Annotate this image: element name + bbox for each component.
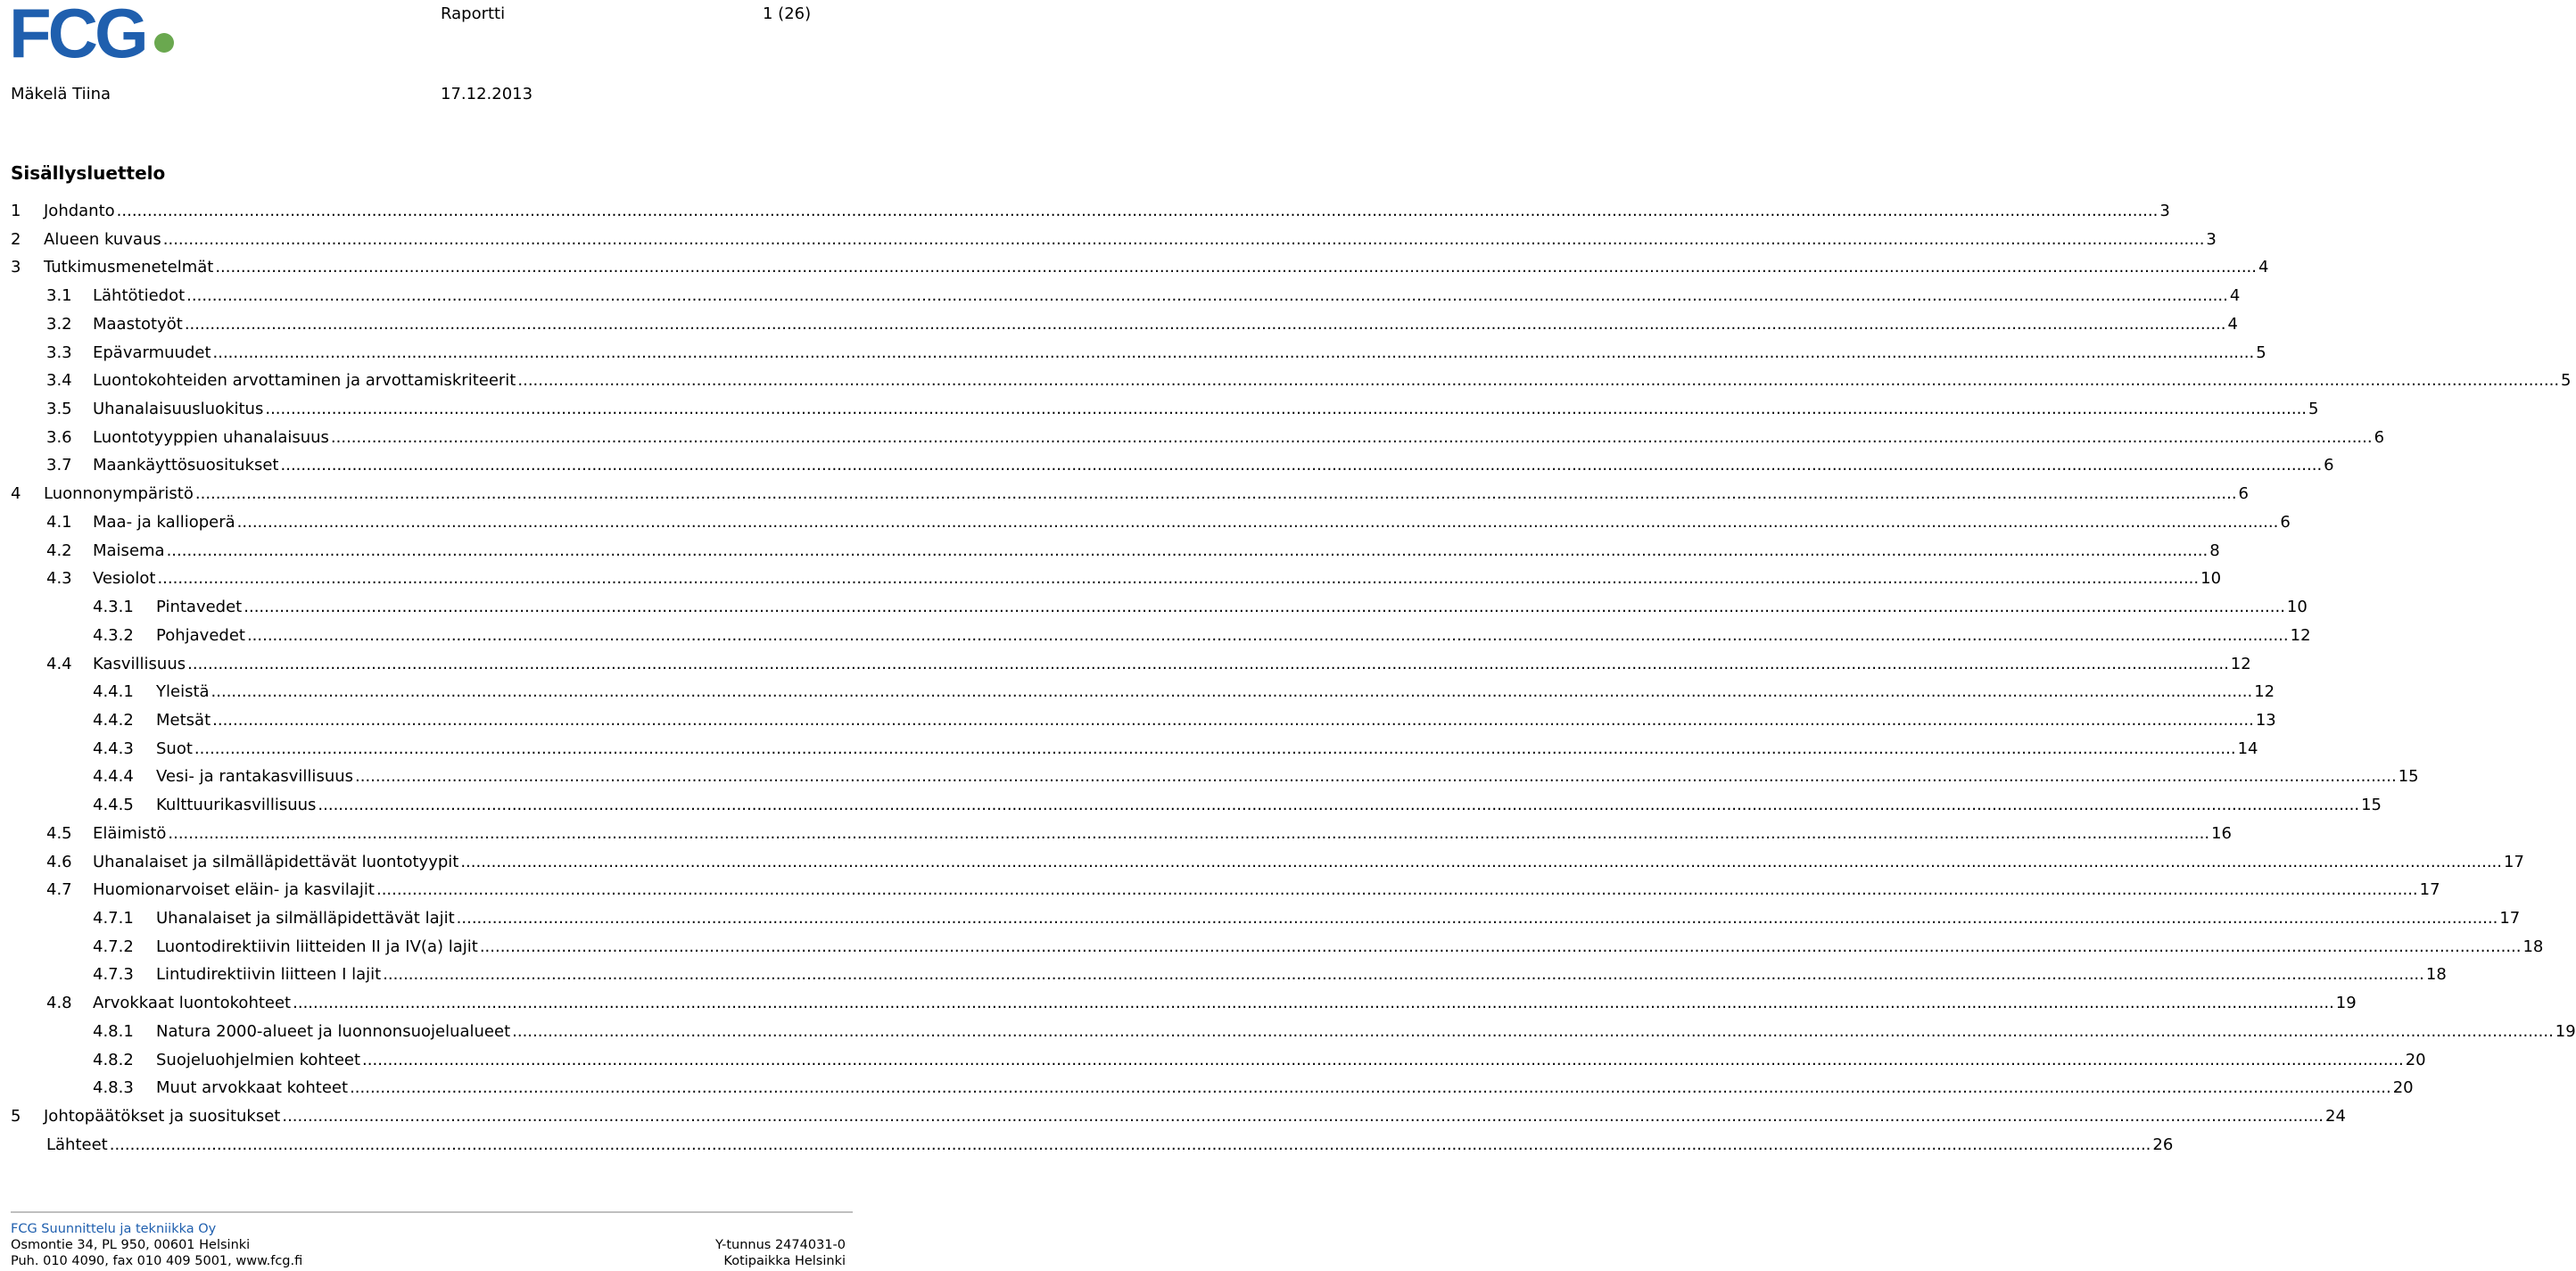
fcg-logo xyxy=(9,0,180,72)
toc-entry[interactable] xyxy=(0,451,2334,480)
toc-dot-leader: ................................................................................................................................................................................................................................................................................................................................................................................................................ xyxy=(282,1107,2324,1126)
toc-entry-title: Suot xyxy=(156,739,193,758)
toc-entry[interactable] xyxy=(0,339,2266,367)
toc-entry[interactable] xyxy=(0,961,2447,989)
footer-company: FCG Suunnittelu ja tekniikka Oy xyxy=(11,1222,217,1236)
toc-entry-title: Natura 2000-alueet ja luonnonsuojelualueet xyxy=(156,1021,511,1041)
toc-entry-number: 4.4.3 xyxy=(93,739,134,758)
footer-business-id: Y-tunnus 2474031-0 xyxy=(714,1238,846,1252)
toc-entry-number: 4 xyxy=(11,484,21,504)
toc-entry-title: Uhanalaisuusluokitus xyxy=(93,400,264,419)
toc-entry-number: 3.6 xyxy=(46,427,72,447)
toc-entry-page: 16 xyxy=(2211,823,2232,843)
toc-entry-title: Tutkimusmenetelmät xyxy=(44,258,214,277)
toc-entry[interactable] xyxy=(0,537,2220,565)
toc-entry[interactable] xyxy=(0,395,2319,424)
toc-entry-page: 14 xyxy=(2237,739,2258,758)
toc-entry-number: 3.3 xyxy=(46,343,72,362)
toc-dot-leader: ................................................................................................................................................................................................................................................................................................................................................................................................................ xyxy=(244,598,2285,617)
toc-entry-title: Muut arvokkaat kohteet xyxy=(156,1078,349,1098)
toc-entry-number: 4.4 xyxy=(46,654,72,673)
toc-entry-title: Lähteet xyxy=(46,1135,108,1154)
footer-contact: Puh. 010 4090, fax 010 409 5001, www.fcg.fi xyxy=(11,1254,303,1268)
toc-dot-leader: ................................................................................................................................................................................................................................................................................................................................................................................................................ xyxy=(236,512,2279,532)
toc-entry[interactable] xyxy=(0,706,2276,735)
toc-entry-page: 12 xyxy=(2230,654,2251,673)
toc-entry-title: Lintudirektiivin liitteen I lajit xyxy=(156,965,382,985)
toc-entry-title: Epävarmuudet xyxy=(93,343,211,362)
toc-entry-page: 3 xyxy=(2159,202,2170,220)
toc-entry-title: Yleistä xyxy=(156,682,210,702)
toc-dot-leader: ................................................................................................................................................................................................................................................................................................................................................................................................................ xyxy=(212,343,2255,362)
toc-dot-leader: ................................................................................................................................................................................................................................................................................................................................................................................................................ xyxy=(116,202,2159,220)
toc-dot-leader: ................................................................................................................................................................................................................................................................................................................................................................................................................ xyxy=(362,1050,2404,1069)
toc-entry[interactable] xyxy=(0,848,2524,877)
toc-dot-leader: ................................................................................................................................................................................................................................................................................................................................................................................................................ xyxy=(162,229,2205,249)
toc-entry-page: 6 xyxy=(2374,427,2385,447)
logo-dot xyxy=(154,33,174,53)
table-of-contents xyxy=(0,197,2576,1159)
toc-entry-page: 6 xyxy=(2238,484,2249,504)
toc-entry-number: 3 xyxy=(11,258,21,277)
toc-entry-number: 4.7.2 xyxy=(93,937,134,956)
toc-entry[interactable] xyxy=(0,678,2275,706)
logo-text: FCG xyxy=(9,0,145,72)
toc-entry[interactable] xyxy=(0,1102,2346,1131)
toc-dot-leader: ................................................................................................................................................................................................................................................................................................................................................................................................................ xyxy=(157,569,2200,589)
toc-entry[interactable] xyxy=(0,876,2440,904)
toc-dot-leader: ................................................................................................................................................................................................................................................................................................................................................................................................................ xyxy=(166,541,2209,560)
toc-entry-page: 4 xyxy=(2258,258,2269,277)
toc-entry-page: 19 xyxy=(2335,994,2357,1013)
toc-entry-title: Uhanalaiset ja silmälläpidettävät lajit xyxy=(156,908,455,928)
toc-entry-title: Lähtötiedot xyxy=(93,286,186,306)
toc-entry-title: Uhanalaiset ja silmälläpidettävät luontotyypit xyxy=(93,852,459,871)
toc-entry-page: 17 xyxy=(2419,880,2440,900)
toc-entry-number: 4.3.1 xyxy=(93,598,134,617)
toc-entry-title: Vesi- ja rantakasvillisuus xyxy=(156,767,354,787)
toc-entry[interactable] xyxy=(0,989,2357,1018)
footer-domicile: Kotipaikka Helsinki xyxy=(723,1254,846,1268)
toc-entry-page: 10 xyxy=(2286,598,2308,617)
toc-entry-number: 4.5 xyxy=(46,823,72,843)
toc-entry[interactable] xyxy=(0,565,2222,593)
toc-entry-number: 4.6 xyxy=(46,852,72,871)
toc-entry-number: 4.4.1 xyxy=(93,682,134,702)
toc-dot-leader: ................................................................................................................................................................................................................................................................................................................................................................................................................ xyxy=(194,484,2237,504)
toc-entry-number: 4.7.1 xyxy=(93,908,134,928)
toc-entry-number: 4.4.5 xyxy=(93,796,134,815)
toc-entry[interactable] xyxy=(0,197,2170,226)
toc-entry-number: 3.2 xyxy=(46,314,72,334)
toc-entry-page: 20 xyxy=(2405,1050,2426,1069)
toc-entry[interactable] xyxy=(0,904,2521,933)
toc-entry-title: Kasvillisuus xyxy=(93,654,186,673)
toc-entry[interactable] xyxy=(0,480,2249,508)
report-date: 17.12.2013 xyxy=(441,85,533,103)
toc-entry-title: Eläimistö xyxy=(93,823,167,843)
toc-entry-number: 4.8 xyxy=(46,994,72,1013)
toc-entry-number: 4.3.2 xyxy=(93,625,134,645)
toc-entry[interactable] xyxy=(0,763,2419,791)
toc-dot-leader: ................................................................................................................................................................................................................................................................................................................................................................................................................ xyxy=(215,258,2257,277)
toc-entry-page: 13 xyxy=(2255,710,2276,730)
toc-entry[interactable] xyxy=(0,310,2238,339)
toc-entry[interactable] xyxy=(0,508,2291,537)
toc-entry-page: 8 xyxy=(2209,541,2220,560)
toc-entry-number: 2 xyxy=(11,229,21,249)
toc-dot-leader: ................................................................................................................................................................................................................................................................................................................................................................................................................ xyxy=(246,625,2289,645)
toc-entry[interactable] xyxy=(0,622,2311,650)
toc-entry[interactable] xyxy=(0,282,2241,310)
toc-entry[interactable] xyxy=(0,424,2385,452)
toc-entry[interactable] xyxy=(0,933,2544,962)
toc-entry[interactable] xyxy=(0,1131,2174,1160)
toc-entry-page: 3 xyxy=(2206,229,2217,249)
toc-entry-number: 4.8.2 xyxy=(93,1050,134,1069)
toc-entry-page: 18 xyxy=(2425,965,2447,985)
toc-entry-title: Johdanto xyxy=(44,202,115,220)
toc-entry[interactable] xyxy=(0,820,2232,848)
toc-entry-title: Alueen kuvaus xyxy=(44,229,161,249)
toc-entry-page: 6 xyxy=(2324,456,2334,475)
toc-entry-number: 5 xyxy=(11,1107,21,1126)
toc-entry-page: 5 xyxy=(2256,343,2266,362)
toc-entry-page: 4 xyxy=(2227,314,2238,334)
toc-entry-number: 4.3 xyxy=(46,569,72,589)
toc-entry-page: 19 xyxy=(2555,1021,2576,1041)
toc-entry[interactable] xyxy=(0,593,2308,622)
toc-entry[interactable] xyxy=(0,1046,2426,1075)
toc-entry-title: Pohjavedet xyxy=(156,625,245,645)
toc-title: Sisällysluettelo xyxy=(11,162,166,184)
toc-dot-leader: ................................................................................................................................................................................................................................................................................................................................................................................................................ xyxy=(350,1078,2391,1098)
toc-entry-title: Maisema xyxy=(93,541,165,560)
toc-dot-leader: ................................................................................................................................................................................................................................................................................................................................................................................................................ xyxy=(318,796,2360,815)
toc-entry-title: Metsät xyxy=(156,710,211,730)
toc-entry-page: 12 xyxy=(2254,682,2275,702)
toc-dot-leader: ................................................................................................................................................................................................................................................................................................................................................................................................................ xyxy=(212,710,2254,730)
toc-entry-number: 4.2 xyxy=(46,541,72,560)
toc-entry-title: Maastotyöt xyxy=(93,314,183,334)
toc-dot-leader: ................................................................................................................................................................................................................................................................................................................................................................................................................ xyxy=(211,682,2253,702)
toc-dot-leader: ................................................................................................................................................................................................................................................................................................................................................................................................................ xyxy=(355,767,2397,787)
toc-dot-leader: ................................................................................................................................................................................................................................................................................................................................................................................................................ xyxy=(293,994,2334,1013)
toc-dot-leader: ................................................................................................................................................................................................................................................................................................................................................................................................................ xyxy=(330,427,2373,447)
toc-entry-title: Huomionarvoiset eläin- ja kasvilajit xyxy=(93,880,375,900)
toc-entry-title: Luontodirektiivin liitteiden II ja IV(a) lajit xyxy=(156,937,478,956)
toc-entry[interactable] xyxy=(0,253,2269,282)
toc-entry-title: Suojeluohjelmien kohteet xyxy=(156,1050,361,1069)
toc-entry[interactable] xyxy=(0,226,2217,254)
toc-dot-leader: ................................................................................................................................................................................................................................................................................................................................................................................................................ xyxy=(194,739,2236,758)
fcg-logo-graphic xyxy=(9,0,180,72)
toc-entry-number: 3.7 xyxy=(46,456,72,475)
toc-dot-leader: ................................................................................................................................................................................................................................................................................................................................................................................................................ xyxy=(383,965,2424,985)
toc-entry[interactable] xyxy=(0,791,2382,820)
toc-entry[interactable] xyxy=(0,650,2251,679)
toc-dot-leader: ................................................................................................................................................................................................................................................................................................................................................................................................................ xyxy=(460,852,2502,871)
author: Mäkelä Tiina xyxy=(11,85,111,103)
toc-entry-page: 15 xyxy=(2398,767,2419,787)
toc-entry-page: 4 xyxy=(2229,286,2241,306)
toc-entry[interactable] xyxy=(0,1074,2414,1102)
toc-entry[interactable] xyxy=(0,735,2258,763)
footer-address: Osmontie 34, PL 950, 00601 Helsinki xyxy=(11,1238,251,1252)
toc-entry-page: 26 xyxy=(2152,1135,2174,1154)
toc-dot-leader: ................................................................................................................................................................................................................................................................................................................................................................................................................ xyxy=(109,1135,2151,1154)
toc-entry-page: 5 xyxy=(2561,371,2572,391)
toc-entry-number: 4.4.2 xyxy=(93,710,134,730)
toc-dot-leader: ................................................................................................................................................................................................................................................................................................................................................................................................................ xyxy=(186,286,2228,306)
toc-entry-number: 4.8.3 xyxy=(93,1078,134,1098)
toc-entry[interactable] xyxy=(0,1018,2576,1046)
toc-dot-leader: ................................................................................................................................................................................................................................................................................................................................................................................................................ xyxy=(184,314,2226,334)
toc-dot-leader: ................................................................................................................................................................................................................................................................................................................................................................................................................ xyxy=(517,371,2560,391)
toc-entry-page: 20 xyxy=(2392,1078,2414,1098)
toc-entry-title: Kulttuurikasvillisuus xyxy=(156,796,317,815)
footer-divider xyxy=(11,1211,853,1213)
toc-entry-number: 4.8.1 xyxy=(93,1021,134,1041)
report-label: Raportti xyxy=(441,4,506,23)
toc-entry-title: Johtopäätökset ja suositukset xyxy=(44,1107,281,1126)
toc-entry-page: 18 xyxy=(2522,937,2544,956)
toc-dot-leader: ................................................................................................................................................................................................................................................................................................................................................................................................................ xyxy=(168,823,2210,843)
toc-entry-number: 4.1 xyxy=(46,512,72,532)
toc-entry-page: 12 xyxy=(2290,625,2311,645)
toc-entry-page: 10 xyxy=(2200,569,2222,589)
toc-dot-leader: ................................................................................................................................................................................................................................................................................................................................................................................................................ xyxy=(280,456,2323,475)
toc-entry-page: 17 xyxy=(2504,852,2524,871)
toc-entry-title: Maa- ja kallioperä xyxy=(93,512,235,532)
toc-entry-number: 4.4.4 xyxy=(93,767,134,787)
toc-dot-leader: ................................................................................................................................................................................................................................................................................................................................................................................................................ xyxy=(512,1021,2554,1041)
toc-dot-leader: ................................................................................................................................................................................................................................................................................................................................................................................................................ xyxy=(479,937,2522,956)
toc-entry-page: 6 xyxy=(2280,512,2291,532)
toc-dot-leader: ................................................................................................................................................................................................................................................................................................................................................................................................................ xyxy=(187,654,2229,673)
toc-entry-title: Vesiolot xyxy=(93,569,156,589)
toc-entry-page: 17 xyxy=(2499,908,2521,928)
toc-entry-number: 3.1 xyxy=(46,286,72,306)
toc-entry-title: Luontokohteiden arvottaminen ja arvottamiskriteerit xyxy=(93,371,516,391)
page-count: 1 (26) xyxy=(763,4,812,23)
toc-entry-title: Luontotyyppien uhanalaisuus xyxy=(93,427,329,447)
toc-entry-title: Maankäyttösuositukset xyxy=(93,456,279,475)
toc-entry-number: 4.7.3 xyxy=(93,965,134,985)
toc-entry-page: 24 xyxy=(2325,1107,2346,1126)
toc-dot-leader: ................................................................................................................................................................................................................................................................................................................................................................................................................ xyxy=(265,400,2308,419)
toc-entry-number: 1 xyxy=(11,202,21,220)
toc-entry-number: 3.5 xyxy=(46,400,72,419)
toc-entry-title: Arvokkaat luontokohteet xyxy=(93,994,292,1013)
toc-entry-page: 15 xyxy=(2361,796,2382,815)
toc-entry-title: Pintavedet xyxy=(156,598,243,617)
toc-dot-leader: ................................................................................................................................................................................................................................................................................................................................................................................................................ xyxy=(376,880,2418,900)
toc-entry-title: Luonnonympäristö xyxy=(44,484,194,504)
toc-dot-leader: ................................................................................................................................................................................................................................................................................................................................................................................................................ xyxy=(456,908,2498,928)
toc-entry[interactable] xyxy=(0,367,2572,395)
toc-entry-page: 5 xyxy=(2308,400,2319,419)
toc-entry-number: 4.7 xyxy=(46,880,72,900)
toc-entry-number: 3.4 xyxy=(46,371,72,391)
